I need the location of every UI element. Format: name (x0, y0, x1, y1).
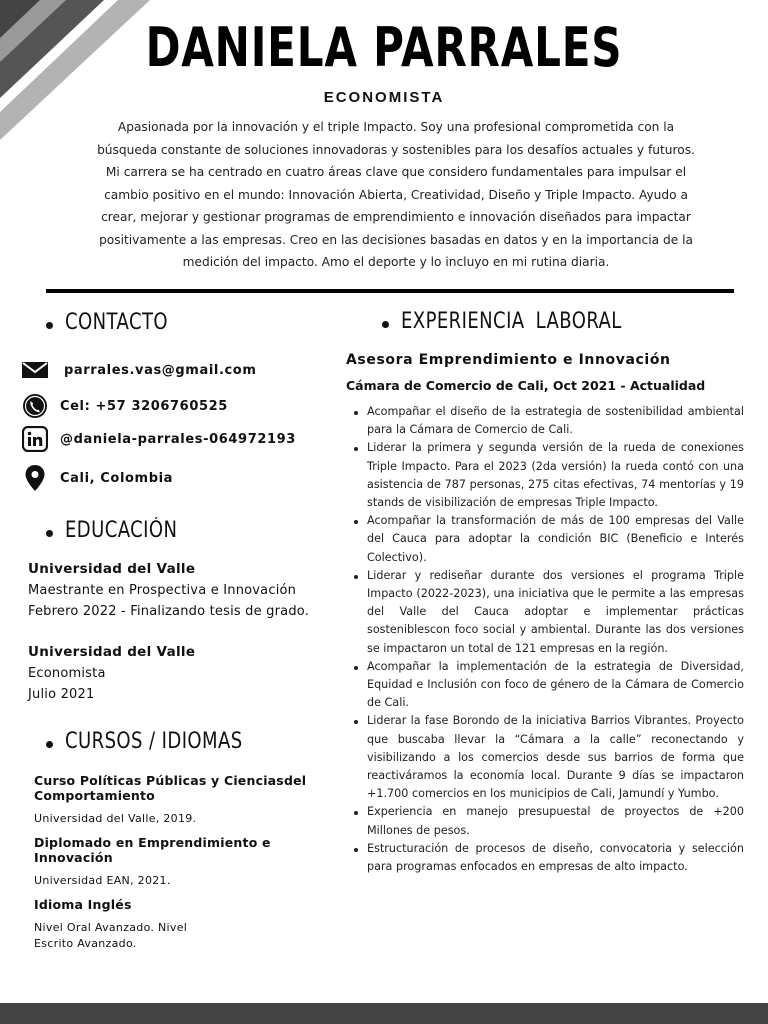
bullet-dot-icon (382, 321, 389, 328)
contact-phone[interactable] (22, 393, 228, 419)
header-divider (46, 289, 734, 293)
contact-heading (46, 310, 191, 335)
education-degree: Economista (28, 666, 106, 681)
experience-bullet: Liderar la primera y segunda versión de la rueda de conexiones Triple Impacto. Para el 2023 (2da versión) la rueda contó con una asistencia de 787 personas, 275 citas efectivas, 74 mentorías y 19 stands de visibilización de empresas Triple Impacto. (350, 439, 744, 512)
job-title: Asesora Emprendimiento e Innovación (346, 352, 671, 368)
education-date: Julio 2021 (28, 687, 95, 702)
contact-linkedin[interactable] (22, 426, 296, 452)
education-item (28, 644, 338, 702)
contact-location (22, 465, 173, 491)
experience-heading-text: EXPERIENCIA LABORAL (401, 309, 622, 334)
email-text: parrales.vas@gmail.com (64, 362, 257, 378)
envelope-icon (22, 357, 48, 383)
experience-heading (382, 309, 670, 334)
experience-bullet: Liderar la fase Borondo de la iniciativa Barrios Vibrantes. Proyecto que buscaba llevar la “Cámara a la calle” reconectando y visibilizando a los comercios desde sus barrios de forma que reactiváramos la economía local. Durante 9 días se impactaron +1.700 comercios en los municipios de Cali, Jamundí y Yumbo. (350, 712, 744, 803)
course-item (34, 773, 334, 827)
profile-summary: Apasionada por la innovación y el triple Impacto. Soy una profesional comprometida con la búsqueda constante de soluciones innovadoras y sostenibles para los desafíos actuales y futuros. Mi carrera se ha centrado en cuatro áreas clave que considero fundamentales para impulsar el cambio positivo en el mundo: Innovación Abierta, Creatividad, Diseño y Triple Impacto. Ayudo a crear, mejorar y gestionar programas de emprendimiento e innovación diseñados para impactar positivamente a las empresas. Creo en las decisiones basadas en datos y en la importancia de la medición del impacto. Amo el deporte y lo incluyo en mi rutina diaria. (97, 120, 695, 269)
education-date: Febrero 2022 - Finalizando tesis de grado. (28, 604, 310, 619)
education-degree: Maestrante en Prospectiva e Innovación (28, 583, 297, 598)
experience-bullet: Acompañar el diseño de la estrategia de sostenibilidad ambiental para la Cámara de Comercio de Cali. (350, 403, 744, 439)
bullet-dot-icon (46, 530, 53, 537)
candidate-role: ECONOMISTA (323, 89, 445, 106)
education-heading (46, 518, 202, 543)
candidate-name: DANIELA PARRALES (145, 16, 623, 79)
course-title: Curso Políticas Públicas y Cienciasdel Comportamiento (34, 773, 307, 803)
experience-bullet: Liderar y rediseñar durante dos versiones el programa Triple Impacto (2022-2023), una iniciativa que le permite a las empresas del Valle del Cauca adoptar e implementar prácticas sosteniblescon foco social y ambiental. Durante las dos versiones se impactaron un total de 121 empresas en la región. (350, 567, 744, 658)
experience-bullet: Experiencia en manejo presupuestal de proyectos de +200 Millones de pesos. (350, 803, 744, 839)
course-item (34, 897, 334, 951)
contact-heading-text: CONTACTO (65, 310, 169, 335)
experience-bullet: Estructuración de procesos de diseño, convocatoria y selección para programas enfocados en empresas de alto impacto. (350, 840, 744, 876)
experience-bullets (350, 403, 744, 876)
courses-heading-text: CURSOS / IDIOMAS (65, 729, 243, 754)
linkedin-text: @daniela-parrales-064972193 (60, 431, 296, 447)
experience-bullet: Acompañar la implementación de la estrategia de Diversidad, Equidad e Inclusión con foco de género de la Cámara de Comercio de Cali. (350, 658, 744, 713)
course-item (34, 835, 334, 889)
phone-text: Cel: +57 3206760525 (60, 398, 228, 414)
education-heading-text: EDUCACIÓN (65, 518, 178, 543)
experience-bullet: Acompañar la transformación de más de 100 empresas del Valle del Cauca para adoptar la condición BIC (Beneficio e Interés Colectivo). (350, 512, 744, 567)
contact-email[interactable] (22, 357, 256, 383)
course-subtitle: Universidad EAN, 2021. (34, 874, 171, 887)
course-subtitle: Universidad del Valle, 2019. (34, 812, 197, 825)
education-item (28, 561, 338, 619)
phone-icon (22, 393, 48, 419)
linkedin-icon (22, 426, 48, 452)
location-pin-icon (22, 465, 48, 491)
footer-bar (0, 1003, 768, 1024)
courses-heading (46, 729, 282, 754)
course-subtitle: Nivel Oral Avanzado. Nivel Escrito Avanzado. (34, 921, 188, 950)
location-text: Cali, Colombia (60, 470, 174, 486)
course-title: Diplomado en Emprendimiento e Innovación (34, 835, 271, 865)
job-organization: Cámara de Comercio de Cali, Oct 2021 - Actualidad (346, 378, 706, 393)
education-institution: Universidad del Valle (28, 644, 196, 660)
bullet-dot-icon (46, 322, 53, 329)
education-institution: Universidad del Valle (28, 561, 196, 577)
bullet-dot-icon (46, 741, 53, 748)
course-title: Idioma Inglés (34, 897, 132, 912)
